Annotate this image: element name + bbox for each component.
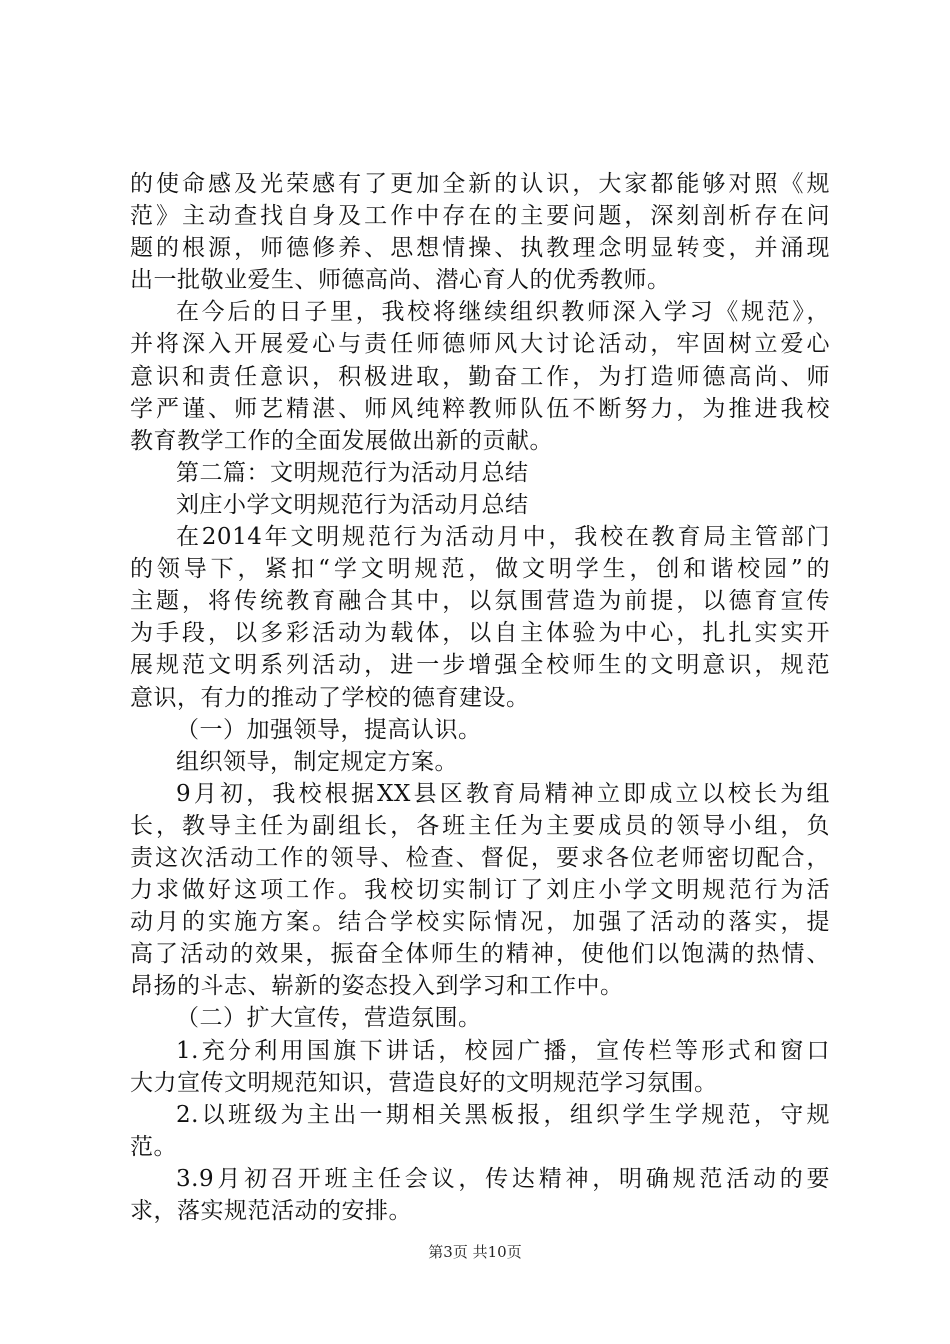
text-line: 展规范文明系列活动，进一步增强全校师生的文明意识，规范 [130, 652, 830, 679]
text-line: 刘庄小学文明规范行为活动月总结 [176, 491, 529, 518]
text-line: 为手段，以多彩活动为载体，以自主体验为中心，扎扎实实开 [130, 620, 830, 647]
text-line: 在2014年文明规范行为活动月中，我校在教育局主管部门 [176, 524, 830, 551]
text-line: 责这次活动工作的领导、检查、督促，要求各位老师密切配合， [130, 844, 830, 871]
text-line: 意识和责任意识，积极进取，勤奋工作，为打造师德高尚、师 [130, 363, 830, 390]
text-line: 组织领导，制定规定方案。 [176, 748, 458, 775]
text-line: 意识，有力的推动了学校的德育建设。 [130, 684, 530, 711]
text-line: 求，落实规范活动的安排。 [130, 1198, 412, 1224]
text-line: （二）扩大宣传，营造氛围。 [176, 1005, 482, 1032]
text-line: 学严谨、师艺精湛、师风纯粹教师队伍不断努力，为推进我校 [130, 395, 830, 422]
text-line: 9月初，我校根据XX县区教育局精神立即成立以校长为组 [176, 780, 830, 807]
text-line: 的领导下，紧扣“学文明规范，做文明学生，创和谐校园”的 [130, 556, 830, 583]
text-line: 第二篇：文明规范行为活动月总结 [176, 459, 529, 486]
text-line: 并将深入开展爱心与责任师德师风大讨论活动，牢固树立爱心 [130, 331, 830, 358]
text-line: 题的根源，师德修养、思想情操、执教理念明显转变，并涌现 [130, 235, 830, 262]
text-line: 的使命感及光荣感有了更加全新的认识，大家都能够对照《规 [130, 171, 830, 197]
text-line: 范。 [130, 1133, 177, 1160]
page-footer [0, 1240, 950, 1264]
text-line: 2.以班级为主出一期相关黑板报，组织学生学规范，守规 [176, 1101, 830, 1128]
text-line: 主题，将传统教育融合其中，以氛围营造为前提，以德育宣传 [130, 588, 830, 615]
text-line: 3.9月初召开班主任会议，传达精神，明确规范活动的要 [176, 1165, 830, 1192]
document-body [130, 168, 830, 1227]
text-line: 教育教学工作的全面发展做出新的贡献。 [130, 427, 553, 454]
text-line: 大力宣传文明规范知识，营造良好的文明规范学习氛围。 [130, 1069, 718, 1096]
text-line: 昂扬的斗志、崭新的姿态投入到学习和工作中。 [130, 973, 624, 1000]
text-line: 动月的实施方案。结合学校实际情况，加强了活动的落实，提 [130, 909, 830, 936]
text-line: 出一批敬业爱生、师德高尚、潜心育人的优秀教师。 [130, 267, 671, 294]
text-line: （一）加强领导，提高认识。 [176, 716, 482, 743]
text-line: 1.充分利用国旗下讲话，校园广播，宣传栏等形式和窗口 [176, 1037, 830, 1064]
text-line: 长，教导主任为副组长，各班主任为主要成员的领导小组，负 [130, 812, 830, 839]
text-line: 范》主动查找自身及工作中存在的主要问题，深刻剖析存在问 [130, 203, 830, 230]
text-line: 在今后的日子里，我校将继续组织教师深入学习《规范》， [176, 299, 830, 326]
text-line: 力求做好这项工作。我校切实制订了刘庄小学文明规范行为活 [130, 877, 830, 904]
text-line: 高了活动的效果，振奋全体师生的精神，使他们以饱满的热情、 [130, 941, 830, 968]
page-number: 第3页 共10页 [428, 1243, 522, 1261]
